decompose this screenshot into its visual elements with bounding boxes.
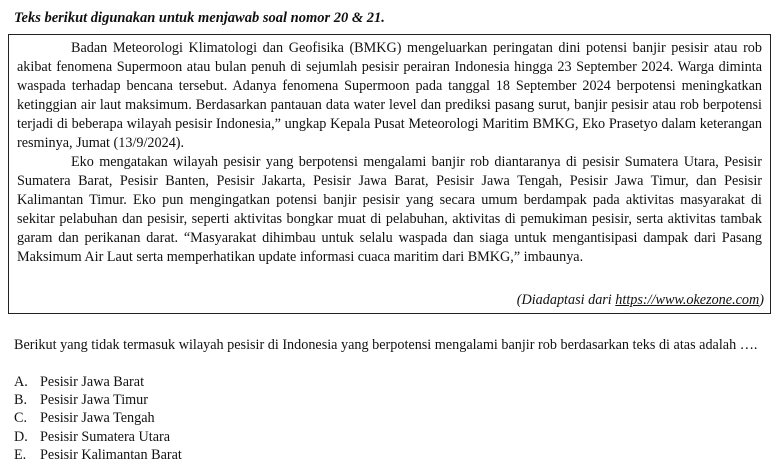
source-link[interactable]: https://www.okezone.com: [615, 292, 760, 308]
option-letter: D.: [14, 428, 28, 445]
option-letter: C.: [14, 410, 28, 427]
option-e[interactable]: [14, 446, 182, 464]
option-text: Pesisir Jawa Barat: [40, 374, 145, 390]
source-prefix: (Diadaptasi dari: [516, 292, 616, 308]
option-letter: B.: [14, 392, 28, 409]
option-text: Pesisir Sumatera Utara: [40, 428, 171, 445]
answer-options: [14, 373, 182, 464]
reading-passage-box: [8, 34, 771, 314]
option-d[interactable]: [14, 428, 182, 446]
passage-paragraph-2: Eko mengatakan wilayah pesisir yang berpotensi mengalami banjir rob diantaranya di pesisir Sumatera Utara, Pesisir Sumatera Barat, Pesisir Banten, Pesisir Jakarta, Pesisir Jawa Barat, Pesisir Jawa Tengah, Pesisir Jawa Timur, dan Pesisir Kalimantan Timur. Eko pun mengingatkan potensi banjir pesisir yang secara umum berdampak pada aktivitas masyarakat di sekitar pelabuhan dan pesisir, seperti aktivitas bongkar muat di pelabuhan, aktivitas di pemukiman pesisir, serta aktivitas tambak garam dan perikanan darat. “Masyarakat dihimbau untuk selalu waspada dan siaga untuk mengantisipasi dampak dari Pasang Maksimum Air Laut serta memperhatikan update informasi cuaca maritim dari BMKG,” imbaunya.: [17, 154, 762, 265]
option-a[interactable]: [14, 373, 182, 391]
option-text: Pesisir Jawa Timur: [40, 392, 148, 409]
option-c[interactable]: [14, 409, 182, 427]
question-text: Berikut yang tidak termasuk wilayah pesisir di Indonesia yang berpotensi mengalami banjir rob berdasarkan teks di atas adalah ….: [14, 337, 758, 353]
option-letter: E.: [14, 446, 27, 463]
option-b[interactable]: [14, 391, 182, 409]
passage-paragraph-1: Badan Meteorologi Klimatologi dan Geofisika (BMKG) mengeluarkan peringatan dini potensi banjir pesisir atau rob akibat fenomena Supermoon atau bulan penuh di sejumlah pesisir perairan Indonesia hingga 23 September 2024. Warga diminta waspada terhadap bencana tersebut. Adanya fenomena Supermoon pada tanggal 18 September 2024 berpotensi meningkatkan ketinggian air laut maksimum. Berdasarkan pantauan data water level dan prediksi pasang surut, banjir pesisir atau rob berpotensi terjadi di beberapa wilayah pesisir Indonesia,” ungkap Kepala Pusat Meteorologi Maritim BMKG, Eko Prasetyo dalam keterangan resminya, Jumat (13/9/2024).: [17, 40, 762, 151]
option-text: Pesisir Jawa Tengah: [40, 410, 155, 427]
instruction-heading: Teks berikut digunakan untuk menjawab soal nomor 20 & 21.: [14, 10, 385, 26]
option-letter: A.: [14, 374, 28, 390]
source-citation: [517, 292, 764, 309]
option-text: Pesisir Kalimantan Barat: [40, 446, 182, 463]
source-suffix: ): [759, 292, 764, 308]
